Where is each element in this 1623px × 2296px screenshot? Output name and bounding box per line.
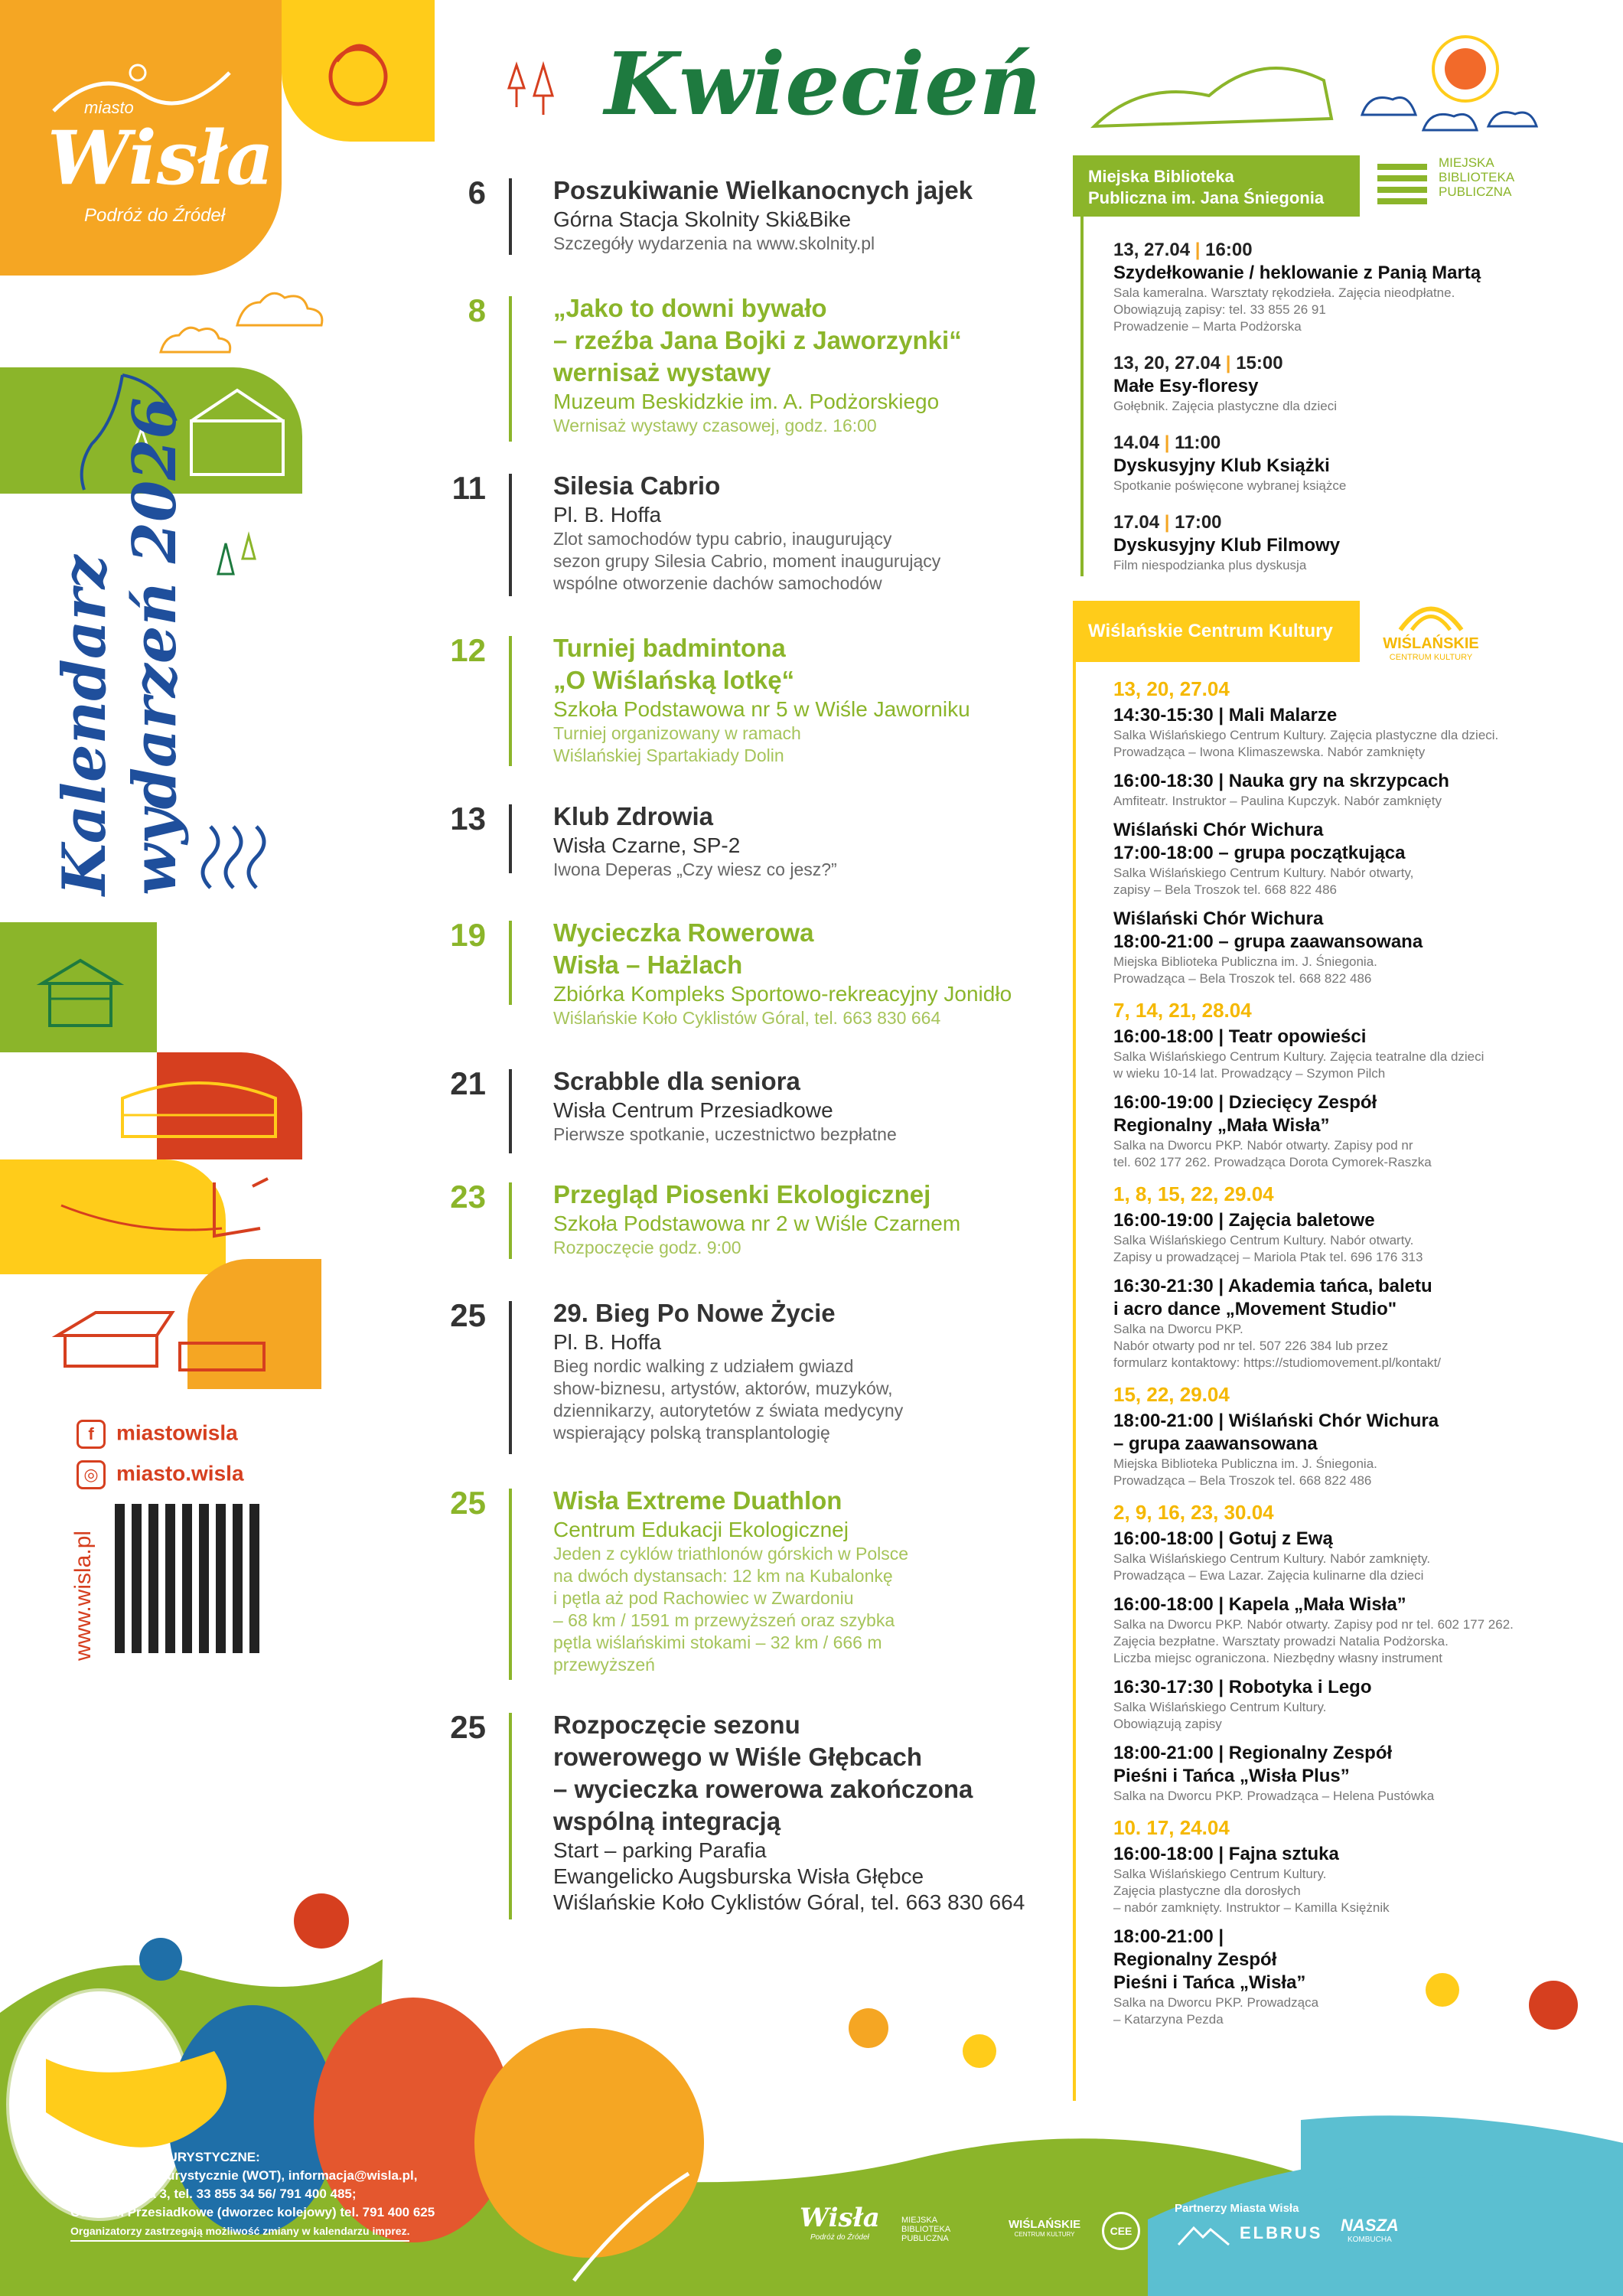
culture-sub: Zapisy u prowadzącej – Mariola Ptak tel. 696 176 313 (1113, 1250, 1423, 1264)
footer-mbp-line2: BIBLIOTEKA (901, 2225, 951, 2234)
event-title: „O Wiślańską lotkę“ (553, 666, 795, 694)
event-place: Zbiórka Kompleks Sportowo-rekreacyjny Jonidło (553, 982, 1012, 1006)
event-title: Wisła Extreme Duathlon (553, 1486, 842, 1515)
culture-sub: Salka na Dworcu PKP. Nabór otwarty. Zapisy pod nr (1113, 1138, 1413, 1153)
culture-sub: Salka Wiślańskiego Centrum Kultury. Nabór zamknięty. (1113, 1551, 1431, 1566)
footer-logo-wisla-tag: Podróż do Źródeł (810, 2233, 869, 2242)
library-time: 16:00 (1205, 240, 1253, 260)
culture-item (1113, 1026, 1542, 1082)
website-link[interactable]: www.wisla.pl (70, 1530, 96, 1661)
event-bar (509, 296, 512, 442)
library-header-line2: Publiczna im. Jana Śniegonia (1088, 188, 1325, 207)
calendar-year: 2026 (120, 397, 190, 564)
culture-title: 16:00-19:00 | Dziecięcy Zespół (1113, 1092, 1377, 1113)
culture-item (1113, 1410, 1542, 1489)
culture-title: 16:00-18:30 | Nauka gry na skrzypcach (1113, 771, 1449, 791)
culture-title: Wiślański Chór Wichura (1113, 820, 1324, 840)
culture-days: 2, 9, 16, 23, 30.04 (1113, 1501, 1274, 1524)
event-bar (509, 636, 512, 766)
footer-wck-line2: CENTRUM KULTURY (1014, 2231, 1075, 2238)
culture-days: 1, 8, 15, 22, 29.04 (1113, 1182, 1274, 1205)
event-desc: – 68 km / 1591 m przewyższeń oraz szybka (553, 1610, 895, 1630)
library-item (1113, 432, 1542, 494)
library-sub: Spotkanie poświęcone wybranej książce (1113, 478, 1347, 493)
event-day: 23 (450, 1179, 486, 1215)
event-desc: Jeden z cyklów triathlonów górskich w Polsce (553, 1544, 909, 1564)
culture-sub: Salka Wiślańskiego Centrum Kultury. Nabór otwarty, (1113, 866, 1414, 880)
culture-item (1113, 1209, 1542, 1266)
culture-sub: Salka Wiślańskiego Centrum Kultury. Nabór otwarty. (1113, 1233, 1414, 1247)
culture-title: 16:00-18:00 | Teatr opowieści (1113, 1026, 1367, 1047)
event-bar (509, 804, 512, 873)
event-day: 25 (450, 1485, 486, 1521)
culture-sub: Salka na Dworcu PKP. (1113, 1322, 1243, 1336)
culture-logo-line1: WIŚLAŃSKIE (1383, 635, 1479, 652)
event-day: 11 (451, 470, 486, 506)
event-desc: pętla wiślańskimi stokami – 32 km / 666 m (553, 1632, 882, 1652)
culture-item (1113, 1275, 1542, 1371)
culture-title: Pieśni i Tańca „Wisła Plus” (1113, 1766, 1350, 1786)
event-title: Klub Zdrowia (553, 802, 713, 830)
culture-item (1113, 819, 1542, 899)
info-line-1: Wisła Otwarta Turystycznie (WOT), informacja@wisla.pl, (70, 2168, 418, 2183)
disclaimer: Organizatorzy zastrzegają możliwość zmiany w kalendarzu imprez. (70, 2222, 409, 2242)
event-title: Rozpoczęcie sezonu (553, 1711, 800, 1739)
event-title: wernisaż wystawy (553, 358, 771, 386)
event-place: Górna Stacja Skolnity Ski&Bike (553, 207, 852, 231)
event-day: 19 (450, 917, 486, 953)
event-desc: sezon grupy Silesia Cabrio, moment inaugurujący (553, 551, 941, 571)
library-date: 14.04 (1113, 432, 1160, 453)
culture-title: 18:00-21:00 – grupa zaawansowana (1113, 931, 1423, 952)
library-list (1113, 239, 1542, 574)
culture-days: 13, 20, 27.04 (1113, 677, 1230, 700)
decor-tab (282, 0, 435, 142)
event-title: – wycieczka rowerowa zakończona (553, 1775, 973, 1803)
event-title: – rzeźba Jana Bojki z Jaworzynki“ (553, 326, 962, 354)
library-sub: Obowiązują zapisy: tel. 33 855 26 91 (1113, 302, 1326, 317)
event-desc: Zlot samochodów typu cabrio, inaugurujący (553, 529, 892, 549)
library-item (1113, 511, 1542, 574)
event-title: Turniej badmintona (553, 634, 786, 662)
library-logo-line1: MIEJSKA (1439, 155, 1494, 170)
library-item (1113, 352, 1542, 415)
partner-elbrus: ELBRUS (1240, 2223, 1323, 2242)
logo-tagline: Podróż do Źródeł (84, 205, 226, 226)
library-title: Małe Esy-floresy (1113, 376, 1259, 396)
culture-sub: Zajęcia plastyczne dla dorosłych (1113, 1883, 1301, 1898)
culture-sub: Salka Wiślańskiego Centrum Kultury. Zajęcia teatralne dla dzieci (1113, 1049, 1484, 1064)
event-desc: Wernisaż wystawy czasowej, godz. 16:00 (553, 416, 877, 435)
library-time: 11:00 (1175, 432, 1221, 453)
culture-sub: Salka na Dworcu PKP. Prowadząca (1113, 1995, 1319, 2010)
event-bar (509, 1069, 512, 1153)
event-desc: Iwona Deperas „Czy wiesz co jesz?” (553, 859, 837, 879)
culture-sub: Prowadząca – Iwona Klimaszewska. Nabór zamknięty (1113, 745, 1426, 759)
squirrel-icon (282, 0, 435, 142)
footer-wck-line1: WIŚLAŃSKIE (1009, 2218, 1081, 2231)
info-line-3: Centrum Przesiadkowe (dworzec kolejowy) tel. 791 400 625 (70, 2205, 435, 2219)
building-icon (115, 1068, 291, 1152)
event-title: Wisła – Hażlach (553, 951, 743, 979)
book-icon (1374, 155, 1431, 213)
culture-title: 16:30-17:30 | Robotyka i Lego (1113, 1677, 1372, 1698)
culture-sub: Salka Wiślańskiego Centrum Kultury. (1113, 1700, 1327, 1714)
library-time: 15:00 (1236, 353, 1283, 373)
culture-sub: Nabór otwarty pod nr tel. 507 226 384 lub przez (1113, 1339, 1389, 1353)
info-line-2: pl. B. Hoffa 3, tel. 33 855 34 56/ 791 400 485; (87, 2187, 357, 2201)
event-title: Scrabble dla seniora (553, 1067, 800, 1095)
event-place: Szkoła Podstawowa nr 2 w Wiśle Czarnem (553, 1212, 961, 1235)
cloud-icon (230, 287, 329, 333)
culture-sub: Salka Wiślańskiego Centrum Kultury. (1113, 1867, 1327, 1881)
partner-nasza-sub: KOMBUCHA (1347, 2236, 1392, 2244)
culture-sub: Salka na Dworcu PKP. Prowadząca – Helena Pustówka (1113, 1789, 1435, 1803)
culture-title: Regionalny Zespół (1113, 1949, 1277, 1970)
culture-title: – grupa zaawansowana (1113, 1433, 1318, 1454)
library-sub: Film niespodzianka plus dyskusja (1113, 558, 1307, 572)
culture-logo (1377, 601, 1484, 662)
library-sub: Gołębnik. Zajęcia plastyczne dla dzieci (1113, 399, 1337, 413)
culture-days: 10. 17, 24.04 (1113, 1816, 1230, 1839)
culture-sub: Miejska Biblioteka Publiczna im. J. Śniegonia. (1113, 954, 1377, 969)
footer-logo-cee: CEE (1102, 2212, 1140, 2250)
event-bar (509, 1489, 512, 1680)
event-place: Start – parking Parafia (553, 1838, 767, 1862)
tourist-info (70, 2148, 484, 2242)
event-title: 29. Bieg Po Nowe Życie (553, 1299, 836, 1327)
event-place: Pl. B. Hoffa (553, 503, 662, 527)
event-place: Wisła Czarne, SP-2 (553, 833, 741, 857)
event-desc: Wiślańskie Koło Cyklistów Góral, tel. 663 830 664 (553, 1008, 941, 1028)
culture-title: 16:00-18:00 | Gotuj z Ewą (1113, 1528, 1333, 1549)
info-title: INFORMACJE TURYSTYCZNE: (70, 2150, 260, 2164)
page-title: Kwiecień (605, 34, 1041, 135)
culture-title: 16:00-18:00 | Fajna sztuka (1113, 1844, 1339, 1864)
event-day: 21 (450, 1065, 486, 1101)
wooden-house-icon (0, 922, 157, 1052)
event-desc: Rozpoczęcie godz. 9:00 (553, 1238, 741, 1257)
culture-sub: Liczba miejsc ograniczona. Niezbędny własny instrument (1113, 1651, 1442, 1665)
event-day: 12 (450, 632, 486, 668)
event-desc: Wiślańskiej Spartakiady Dolin (553, 745, 784, 765)
library-item (1113, 239, 1542, 335)
library-sub: Prowadzenie – Marta Podżorska (1113, 319, 1302, 334)
culture-title: 18:00-21:00 | Wiślański Chór Wichura (1113, 1411, 1439, 1431)
event-title: Przegląd Piosenki Ekologicznej (553, 1180, 931, 1208)
separator: | (1164, 432, 1170, 453)
culture-sub: – Katarzyna Pezda (1113, 2012, 1224, 2027)
culture-sub: Zajęcia bezpłatne. Warsztaty prowadzi Natalia Podżorska. (1113, 1634, 1449, 1649)
event-place: Ewangelicko Augsburska Wisła Głębce (553, 1864, 924, 1888)
culture-sub: Prowadząca – Ewa Lazar. Zajęcia kulinarne dla dzieci (1113, 1568, 1424, 1583)
culture-sub: Amfiteatr. Instruktor – Paulina Kupczyk. Nabór zamknięty (1113, 794, 1442, 808)
culture-title: 18:00-21:00 | Regionalny Zespół (1113, 1743, 1393, 1763)
culture-logo-line2: CENTRUM KULTURY (1389, 653, 1473, 662)
facebook-handle: miastowisla (116, 1420, 238, 1445)
event-day: 6 (468, 174, 486, 210)
culture-list (1113, 666, 1542, 2028)
facebook-link[interactable] (77, 1420, 238, 1449)
culture-title: 17:00-18:00 – grupa początkująca (1113, 843, 1406, 863)
cottage-icon (50, 1297, 272, 1381)
event-place: Wisła Centrum Przesiadkowe (553, 1098, 833, 1122)
instagram-handle: miasto.wisla (116, 1461, 244, 1486)
footer-logo-wisla (800, 2203, 880, 2242)
partners-label: Partnerzy Miasta Wisła (1175, 2202, 1299, 2215)
library-header-line1: Miejska Biblioteka (1088, 167, 1234, 186)
culture-sub: w wieku 10-14 lat. Prowadzący – Szymon Pilch (1113, 1066, 1386, 1081)
event-desc: na dwóch dystansach: 12 km na Kubalonkę (553, 1566, 893, 1586)
culture-item (1113, 1091, 1542, 1171)
instagram-icon: ◎ (77, 1460, 106, 1489)
event-day: 25 (450, 1709, 486, 1745)
library-title: Szydełkowanie / heklowanie z Panią Martą (1113, 263, 1481, 283)
culture-title: 14:30-15:30 | Mali Malarze (1113, 705, 1338, 726)
culture-sub: Salka Wiślańskiego Centrum Kultury. Zajęcia plastyczne dla dzieci. (1113, 728, 1499, 742)
culture-sub: Prowadząca – Bela Troszok tel. 668 822 486 (1113, 971, 1372, 986)
culture-title: i acro dance „Movement Studio" (1113, 1299, 1397, 1319)
logo-wisla: Wisła (47, 115, 274, 201)
event-title: wspólną integracją (553, 1807, 781, 1835)
event-title: „Jako to downi bywało (553, 294, 827, 322)
partner-nasza-text: NASZA (1341, 2216, 1399, 2235)
culture-title: 16:30-21:30 | Akademia tańca, baletu (1113, 1276, 1432, 1296)
wck-arc-icon (1393, 601, 1469, 631)
footer-logo-wisla-text: Wisła (800, 2203, 880, 2233)
mountain-sun-icon (46, 57, 237, 119)
culture-item (1113, 1528, 1542, 1584)
library-date: 17.04 (1113, 512, 1160, 533)
culture-item (1113, 908, 1542, 987)
event-place: Centrum Edukacji Ekologicznej (553, 1518, 849, 1541)
decor-band-green-2 (0, 922, 157, 1052)
event-desc: wspierający polską transplantologię (553, 1423, 830, 1443)
event-day: 25 (450, 1297, 486, 1333)
mountain-logo-icon (1177, 2223, 1230, 2246)
culture-item (1113, 1742, 1542, 1805)
partner-nasza (1341, 2216, 1399, 2244)
library-logo-line3: PUBLICZNA (1439, 184, 1512, 199)
culture-header: Wiślańskie Centrum Kultury (1073, 601, 1360, 662)
library-time: 17:00 (1175, 512, 1222, 533)
culture-title: 18:00-21:00 | (1113, 1926, 1224, 1947)
event-desc: dziennikarzy, autorytetów z świata medycyny (553, 1401, 904, 1420)
event-desc: przewyższeń (553, 1655, 655, 1675)
culture-sub: Miejska Biblioteka Publiczna im. J. Śniegonia. (1113, 1456, 1377, 1471)
library-line (1080, 217, 1084, 576)
event-title: Poszukiwanie Wielkanocnych jajek (553, 176, 973, 204)
library-title: Dyskusyjny Klub Filmowy (1113, 535, 1341, 556)
event-desc: Turniej organizowany w ramach (553, 723, 801, 743)
logo-small-text: miasto (84, 98, 134, 117)
event-bar (509, 921, 512, 1005)
ski-jump-icon (54, 1175, 291, 1267)
culture-days: 15, 22, 29.04 (1113, 1383, 1230, 1406)
culture-sub: formularz kontaktowy: https://studiomovement.pl/kontakt/ (1113, 1355, 1442, 1370)
event-bar (509, 1301, 512, 1454)
event-bar (509, 178, 512, 255)
library-sub: Sala kameralna. Warsztaty rękodzieła. Zajęcia nieodpłatne. (1113, 285, 1455, 300)
culture-sub: zapisy – Bela Troszok tel. 668 822 486 (1113, 882, 1338, 897)
separator: | (1225, 353, 1231, 373)
footer-mbp-line1: MIEJSKA (901, 2216, 938, 2225)
library-title: Dyskusyjny Klub Książki (1113, 455, 1330, 476)
event-desc: i pętla aż pod Rachowiec w Zwardoniu (553, 1588, 854, 1608)
event-desc: Szczegóły wydarzenia na www.skolnity.pl (553, 233, 875, 253)
culture-item (1113, 770, 1542, 810)
culture-sub: Obowiązują zapisy (1113, 1717, 1222, 1731)
culture-item (1113, 704, 1542, 761)
trees-icon (505, 61, 559, 119)
footer-logo-wck (1009, 2218, 1080, 2238)
culture-days: 7, 14, 21, 28.04 (1113, 999, 1252, 1022)
footer-mbp-line3: PUBLICZNA (901, 2234, 949, 2243)
event-day: 13 (450, 801, 486, 837)
event-desc: Pierwsze spotkanie, uczestnictwo bezpłatne (553, 1124, 897, 1144)
culture-sub: tel. 602 177 262. Prowadząca Dorota Cymorek-Raszka (1113, 1155, 1432, 1169)
separator: | (1194, 240, 1201, 260)
event-bar (509, 1182, 512, 1259)
culture-sub: – nabór zamknięty. Instruktor – Kamilla Księżnik (1113, 1900, 1390, 1915)
calendar-title-line2: wydarzeń (120, 582, 190, 895)
facebook-icon: f (77, 1420, 106, 1449)
event-desc: wspólne otworzenie dachów samochodów (553, 573, 882, 593)
library-date: 13, 20, 27.04 (1113, 353, 1221, 373)
culture-item (1113, 1676, 1542, 1733)
culture-sub: Salka na Dworcu PKP. Nabór otwarty. Zapisy pod nr tel. 602 177 262. (1113, 1617, 1514, 1632)
culture-item (1113, 1593, 1542, 1667)
library-date: 13, 27.04 (1113, 240, 1191, 260)
event-place: Pl. B. Hoffa (553, 1330, 662, 1354)
culture-sub: Prowadząca – Bela Troszok tel. 668 822 486 (1113, 1473, 1372, 1488)
separator: | (1164, 512, 1170, 533)
event-desc: show-biznesu, artystów, aktorów, muzyków, (553, 1378, 893, 1398)
library-logo-line2: BIBLIOTEKA (1439, 170, 1515, 184)
event-title: Wycieczka Rowerowa (553, 918, 814, 947)
footer-logo-mbp (901, 2216, 950, 2243)
culture-title: Wiślański Chór Wichura (1113, 908, 1324, 929)
stadium-sun-icon (1087, 27, 1546, 142)
culture-title: Regionalny „Mała Wisła” (1113, 1115, 1330, 1136)
event-bar (509, 474, 512, 596)
event-desc: Bieg nordic walking z udziałem gwiazd (553, 1356, 854, 1376)
event-title: Silesia Cabrio (553, 471, 721, 500)
event-title: rowerowego w Wiśle Głębcach (553, 1743, 922, 1771)
event-day: 8 (468, 292, 486, 328)
qr-code[interactable] (115, 1504, 264, 1653)
library-header (1073, 155, 1360, 217)
library-logo (1374, 155, 1527, 213)
event-place: Szkoła Podstawowa nr 5 w Wiśle Jaworniku (553, 697, 970, 721)
culture-title: 16:00-19:00 | Zajęcia baletowe (1113, 1210, 1375, 1231)
event-place: Muzeum Beskidzkie im. A. Podżorskiego (553, 390, 940, 413)
instagram-link[interactable] (77, 1460, 244, 1489)
culture-title: Pieśni i Tańca „Wisła” (1113, 1972, 1306, 1993)
calendar-title-line1: Kalendarz (50, 555, 119, 895)
event-desc: Wiślańskie Koło Cyklistów Góral, tel. 663 830 664 (553, 1890, 1025, 1914)
culture-title: 16:00-18:00 | Kapela „Mała Wisła” (1113, 1594, 1406, 1615)
